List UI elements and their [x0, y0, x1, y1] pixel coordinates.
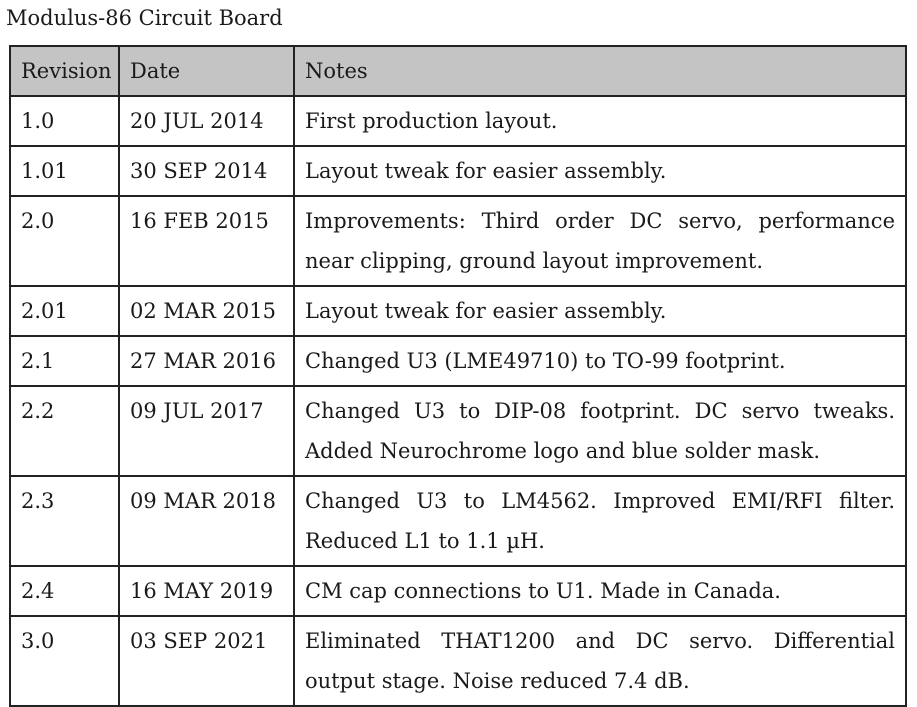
- notes-cell: CM cap connections to U1. Made in Canada.: [294, 566, 906, 616]
- table-row: [10, 386, 906, 476]
- table-header: [10, 46, 906, 96]
- revision-history-table: [9, 45, 907, 707]
- notes-cell: Layout tweak for easier assembly.: [294, 286, 906, 336]
- date-cell: 16 MAY 2019: [119, 566, 294, 616]
- date-cell: 09 JUL 2017: [119, 386, 294, 476]
- revision-cell: 2.4: [10, 566, 119, 616]
- table-row: [10, 566, 906, 616]
- revision-cell: 2.01: [10, 286, 119, 336]
- table-row: [10, 336, 906, 386]
- table-row: [10, 96, 906, 146]
- notes-cell: Changed U3 (LME49710) to TO-99 footprint.: [294, 336, 906, 386]
- notes-column-header: Notes: [294, 46, 906, 96]
- table-row: [10, 616, 906, 706]
- table-body: [10, 96, 906, 706]
- date-cell: 16 FEB 2015: [119, 196, 294, 286]
- date-cell: 03 SEP 2021: [119, 616, 294, 706]
- table-row: [10, 146, 906, 196]
- date-cell: 27 MAR 2016: [119, 336, 294, 386]
- revision-cell: 2.1: [10, 336, 119, 386]
- table-row: [10, 286, 906, 336]
- revision-column-header: Revision: [10, 46, 119, 96]
- date-column-header: Date: [119, 46, 294, 96]
- table-caption: Modulus-86 Circuit Board: [6, 6, 283, 30]
- date-cell: 09 MAR 2018: [119, 476, 294, 566]
- date-cell: 02 MAR 2015: [119, 286, 294, 336]
- header-row: [10, 46, 906, 96]
- revision-cell: 2.2: [10, 386, 119, 476]
- notes-cell: Changed U3 to DIP-08 footprint. DC servo tweaks. Added Neurochrome logo and blue solder mask.: [294, 386, 906, 476]
- notes-cell: Layout tweak for easier assembly.: [294, 146, 906, 196]
- date-cell: 20 JUL 2014: [119, 96, 294, 146]
- revision-cell: 2.3: [10, 476, 119, 566]
- notes-cell: Changed U3 to LM4562. Improved EMI/RFI filter. Reduced L1 to 1.1 µH.: [294, 476, 906, 566]
- notes-cell: Improvements: Third order DC servo, performance near clipping, ground layout improvement.: [294, 196, 906, 286]
- table-row: [10, 476, 906, 566]
- table-row: [10, 196, 906, 286]
- revision-cell: 3.0: [10, 616, 119, 706]
- date-cell: 30 SEP 2014: [119, 146, 294, 196]
- revision-cell: 2.0: [10, 196, 119, 286]
- notes-cell: First production layout.: [294, 96, 906, 146]
- revision-cell: 1.01: [10, 146, 119, 196]
- notes-cell: Eliminated THAT1200 and DC servo. Differential output stage. Noise reduced 7.4 dB.: [294, 616, 906, 706]
- revision-cell: 1.0: [10, 96, 119, 146]
